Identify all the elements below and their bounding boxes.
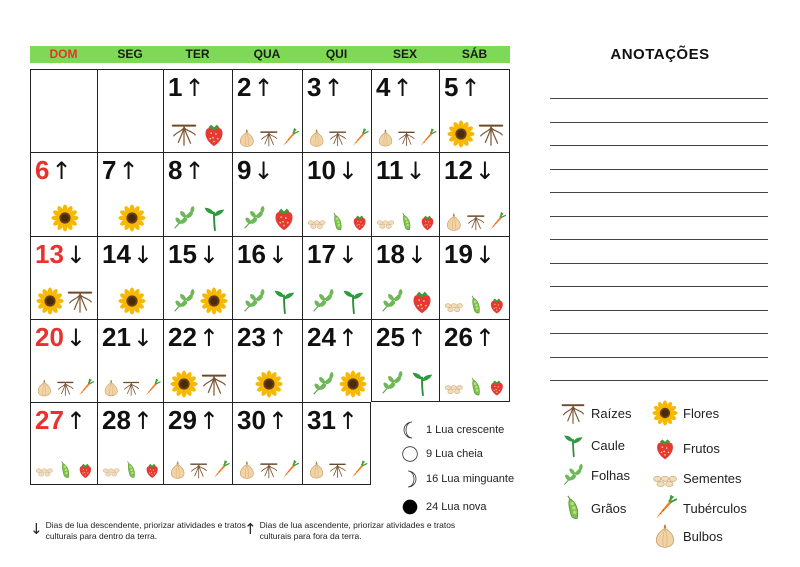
- roots-icon: [170, 120, 198, 148]
- annotation-line: [550, 310, 768, 311]
- pea-icon: [397, 212, 416, 232]
- day-number-text: 1: [168, 72, 183, 102]
- carrot-icon: [349, 460, 368, 480]
- day-cell-17: [302, 236, 371, 319]
- legend-label: Folhas: [591, 467, 631, 483]
- up-arrow-icon: ↑: [51, 157, 72, 185]
- annotation-line: [550, 169, 768, 170]
- up-arrow-icon: ↑: [253, 74, 274, 102]
- up-arrow-icon: ↑: [244, 520, 257, 538]
- day-number: [376, 72, 413, 103]
- carrot-icon: [652, 495, 678, 521]
- day-cell-11: [371, 152, 439, 236]
- day-number-text: 24: [307, 322, 336, 352]
- day-number: [376, 155, 426, 186]
- day-number: [237, 322, 288, 353]
- moon-legend-label: 9 Lua cheia: [426, 448, 483, 460]
- sunflower-icon: [118, 204, 146, 232]
- full-moon-icon: [400, 444, 420, 464]
- up-arrow-icon: ↑: [323, 74, 344, 102]
- bulb-icon: [35, 378, 54, 398]
- bulb-icon: [237, 128, 257, 148]
- legend-item-seeds: [652, 465, 742, 491]
- bulb-icon: [168, 460, 187, 480]
- legend-label: Frutos: [683, 440, 720, 456]
- empty-day-cell: [97, 69, 163, 152]
- day-number-text: 17: [307, 239, 336, 269]
- crop-icons: [102, 446, 161, 480]
- bulb-icon: [307, 128, 326, 148]
- strawberry-icon: [652, 435, 678, 461]
- down-arrow-icon: ↓: [253, 157, 274, 185]
- strawberry-icon: [408, 287, 436, 315]
- sunflower-icon: [339, 370, 367, 398]
- new-moon-icon: [400, 497, 420, 517]
- crop-icons: [237, 114, 300, 148]
- sunflower-icon: [447, 120, 475, 148]
- strawberry-icon: [487, 377, 507, 397]
- carrot-icon: [280, 460, 300, 480]
- bulb-icon: [102, 378, 120, 398]
- legend-label: Caule: [591, 437, 625, 453]
- legend-label: Tubérculos: [683, 500, 747, 516]
- day-number: [168, 72, 205, 103]
- sunflower-icon: [255, 370, 283, 398]
- roots-icon: [328, 128, 347, 148]
- crescent-moon-icon: [400, 420, 420, 440]
- day-cell-16: [232, 236, 302, 319]
- leaves-icon: [560, 462, 586, 488]
- day-number: [307, 72, 344, 103]
- crop-icons: [376, 114, 437, 148]
- roots-icon: [122, 378, 140, 398]
- day-number-text: 7: [102, 155, 117, 185]
- leaves-icon: [170, 204, 198, 232]
- day-number-text: 5: [444, 72, 459, 102]
- up-arrow-icon: ↑: [267, 324, 289, 352]
- weekday-qui: QUI: [325, 47, 348, 61]
- leaves-icon: [309, 370, 337, 398]
- annotations-title: ANOTAÇÕES: [610, 46, 710, 63]
- down-arrow-icon: ↓: [405, 157, 426, 185]
- day-number: [444, 239, 495, 270]
- crop-icons: [35, 446, 95, 480]
- crop-icons: [102, 198, 161, 232]
- up-arrow-icon: ↑: [118, 157, 139, 185]
- legend-item-strawberry: [652, 435, 720, 461]
- legend-item-leaves: [560, 462, 630, 488]
- day-number-text: 9: [237, 155, 252, 185]
- day-number: [307, 155, 358, 186]
- moon-legend-item: [400, 469, 514, 489]
- crop-icons: [237, 446, 300, 480]
- moon-legend-label: 16 Lua minguante: [426, 473, 515, 485]
- carrot-icon: [350, 128, 369, 148]
- legend-item-sunflower: [652, 400, 719, 426]
- day-number-text: 6: [35, 155, 50, 185]
- weekday-qua: QUA: [253, 47, 281, 61]
- day-number: [102, 155, 139, 186]
- up-arrow-icon: ↑: [184, 157, 205, 185]
- day-cell-9: [232, 152, 302, 236]
- leaves-icon: [240, 204, 268, 232]
- down-arrow-icon: ↓: [337, 241, 359, 269]
- crop-icons: [444, 281, 507, 315]
- sunflower-icon: [652, 400, 678, 426]
- annotation-line: [550, 98, 768, 99]
- seeds-icon: [376, 212, 395, 232]
- crop-icons: [444, 363, 507, 397]
- crop-icons: [444, 198, 507, 232]
- day-cell-23: [232, 319, 302, 402]
- day-number: [376, 322, 427, 353]
- day-cell-29: [163, 402, 232, 485]
- day-number-text: 11: [376, 155, 404, 185]
- crop-icons: [102, 364, 161, 398]
- down-arrow-icon: ↓: [198, 241, 220, 269]
- down-arrow-icon: ↓: [132, 324, 154, 352]
- day-cell-13: [30, 236, 97, 319]
- legend-item-bulb: [652, 523, 723, 549]
- sprout-icon: [408, 369, 436, 397]
- day-cell-2: [232, 69, 302, 152]
- sunflower-icon: [170, 370, 198, 398]
- up-arrow-icon: ↑: [198, 324, 220, 352]
- leaves-icon: [240, 287, 268, 315]
- crop-icons: [35, 198, 95, 232]
- sprout-icon: [200, 204, 228, 232]
- day-number-text: 28: [102, 405, 131, 435]
- sunflower-icon: [51, 204, 79, 232]
- day-cell-15: [163, 236, 232, 319]
- annotation-line: [550, 192, 768, 193]
- day-number: [168, 322, 219, 353]
- up-arrow-icon: ↑: [474, 324, 496, 352]
- crop-icons: [376, 363, 437, 397]
- roots-icon: [477, 120, 505, 148]
- moon-legend-item: [400, 420, 504, 440]
- roots-icon: [397, 128, 416, 148]
- day-number: [376, 239, 427, 270]
- day-number-text: 31: [307, 405, 336, 435]
- seeds-icon: [444, 377, 464, 397]
- crop-icons: [35, 364, 95, 398]
- up-arrow-icon: ↑: [184, 74, 205, 102]
- down-arrow-icon: ↓: [132, 241, 154, 269]
- day-number-text: 3: [307, 72, 322, 102]
- up-arrow-icon: ↑: [198, 407, 220, 435]
- weekday-header: [30, 46, 510, 63]
- day-number-text: 12: [444, 155, 473, 185]
- up-arrow-icon: ↑: [460, 74, 481, 102]
- bulb-icon: [237, 460, 257, 480]
- day-number-text: 14: [102, 239, 131, 269]
- weekday-sáb: SÁB: [461, 47, 488, 61]
- legend-label: Sementes: [683, 470, 742, 486]
- day-number-text: 10: [307, 155, 336, 185]
- day-cell-8: [163, 152, 232, 236]
- empty-day-cell: [30, 69, 97, 152]
- roots-icon: [66, 287, 94, 315]
- crop-icons: [376, 281, 437, 315]
- day-number: [102, 405, 153, 436]
- day-number: [237, 239, 288, 270]
- day-cell-3: [302, 69, 371, 152]
- annotation-line: [550, 286, 768, 287]
- down-arrow-icon: ↓: [474, 157, 496, 185]
- annotation-line: [550, 380, 768, 381]
- legend-label: Grãos: [591, 500, 627, 516]
- day-cell-19: [439, 236, 510, 319]
- up-arrow-icon: ↑: [337, 407, 359, 435]
- sunflower-icon: [36, 287, 64, 315]
- seeds-icon: [652, 465, 678, 491]
- bulb-icon: [307, 460, 326, 480]
- day-number-text: 8: [168, 155, 183, 185]
- leaves-icon: [309, 287, 337, 315]
- up-arrow-icon: ↑: [392, 74, 413, 102]
- carrot-icon: [211, 460, 230, 480]
- strawberry-icon: [418, 212, 437, 232]
- crop-icons: [307, 446, 368, 480]
- day-number-text: 2: [237, 72, 252, 102]
- day-cell-22: [163, 319, 232, 402]
- roots-icon: [56, 378, 75, 398]
- descending-note-text: Dias de lua descendente, priorizar atividades e tratos culturais para dentro da terra.: [45, 520, 246, 541]
- day-number: [444, 322, 495, 353]
- strawberry-icon: [270, 204, 298, 232]
- legend-label: Bulbos: [683, 528, 723, 544]
- pea-icon: [466, 295, 486, 315]
- up-arrow-icon: ↑: [132, 407, 154, 435]
- day-number: [237, 405, 288, 436]
- day-number-text: 13: [35, 239, 64, 269]
- crop-icons: [168, 198, 230, 232]
- pea-icon: [328, 212, 347, 232]
- legend-item-pea: [560, 495, 626, 521]
- up-arrow-icon: ↑: [65, 407, 87, 435]
- day-number-text: 16: [237, 239, 266, 269]
- crop-icons: [307, 114, 369, 148]
- moon-legend-item: [400, 497, 487, 517]
- waning-moon-icon: [400, 469, 420, 489]
- day-number-text: 21: [102, 322, 131, 352]
- day-cell-27: [30, 402, 97, 485]
- roots-icon: [189, 460, 208, 480]
- annotation-line: [550, 145, 768, 146]
- day-number: [102, 322, 153, 353]
- roots-icon: [259, 128, 279, 148]
- seeds-icon: [102, 460, 120, 480]
- down-arrow-icon: ↓: [337, 157, 359, 185]
- day-cell-18: [371, 236, 439, 319]
- strawberry-icon: [487, 295, 507, 315]
- crop-icons: [237, 364, 300, 398]
- crop-icons: [237, 198, 300, 232]
- weekday-seg: SEG: [117, 47, 143, 61]
- day-number-text: 22: [168, 322, 197, 352]
- seeds-icon: [35, 460, 54, 480]
- day-number: [307, 405, 358, 436]
- day-cell-31: [302, 402, 371, 485]
- sunflower-icon: [200, 287, 228, 315]
- leaves-icon: [378, 287, 406, 315]
- annotation-line: [550, 263, 768, 264]
- day-number: [307, 239, 358, 270]
- annotation-line: [550, 122, 768, 123]
- down-arrow-icon: ↓: [267, 241, 289, 269]
- bulb-icon: [652, 523, 678, 549]
- down-arrow-icon: ↓: [65, 324, 87, 352]
- day-number: [168, 405, 219, 436]
- day-cell-12: [439, 152, 510, 236]
- day-number: [168, 155, 205, 186]
- pea-icon: [466, 377, 486, 397]
- crop-icons: [168, 281, 230, 315]
- seeds-icon: [444, 295, 464, 315]
- up-arrow-icon: ↑: [267, 407, 289, 435]
- annotation-line: [550, 357, 768, 358]
- day-cell-10: [302, 152, 371, 236]
- day-number-text: 19: [444, 239, 473, 269]
- roots-icon: [200, 370, 228, 398]
- day-cell-24: [302, 319, 371, 402]
- crop-icons: [307, 198, 369, 232]
- moon-legend-item: [400, 444, 483, 464]
- leaves-icon: [378, 369, 406, 397]
- crop-icons: [237, 281, 300, 315]
- seeds-icon: [307, 212, 326, 232]
- day-number-text: 23: [237, 322, 266, 352]
- annotation-line: [550, 216, 768, 217]
- carrot-icon: [487, 212, 507, 232]
- annotation-line: [550, 239, 768, 240]
- legend-item-sprout: [560, 432, 625, 458]
- day-number: [35, 155, 72, 186]
- day-cell-30: [232, 402, 302, 485]
- strawberry-icon: [200, 120, 228, 148]
- roots-icon: [328, 460, 347, 480]
- crop-icons: [307, 281, 369, 315]
- day-cell-6: [30, 152, 97, 236]
- annotation-line: [550, 333, 768, 334]
- moon-phase-legend: [400, 420, 530, 520]
- weekday-dom: DOM: [49, 47, 78, 61]
- day-number-text: 4: [376, 72, 391, 102]
- day-cell-20: [30, 319, 97, 402]
- bulb-icon: [444, 212, 464, 232]
- day-number: [307, 322, 358, 353]
- crop-icons: [444, 114, 507, 148]
- day-number: [168, 239, 219, 270]
- strawberry-icon: [350, 212, 369, 232]
- day-cell-5: [439, 69, 510, 152]
- day-number: [102, 239, 153, 270]
- crop-icons: [307, 364, 369, 398]
- strawberry-icon: [143, 460, 161, 480]
- day-number-text: 15: [168, 239, 197, 269]
- pea-icon: [56, 460, 75, 480]
- day-number-text: 26: [444, 322, 473, 352]
- pea-icon: [560, 495, 586, 521]
- day-number: [35, 405, 86, 436]
- legend-item-carrot: [652, 495, 747, 521]
- day-cell-26: [439, 319, 510, 402]
- weekday-sex: SEX: [392, 47, 417, 61]
- day-number: [237, 72, 274, 103]
- sprout-icon: [560, 432, 586, 458]
- carrot-icon: [76, 378, 95, 398]
- ascending-note: [244, 520, 465, 542]
- legend-label: Raízes: [591, 405, 632, 421]
- legend-label: Flores: [683, 405, 720, 421]
- weekday-ter: TER: [185, 47, 210, 61]
- crop-icons: [102, 281, 161, 315]
- day-number-text: 25: [376, 322, 405, 352]
- down-arrow-icon: ↓: [30, 520, 43, 538]
- up-arrow-icon: ↑: [406, 324, 428, 352]
- strawberry-icon: [76, 460, 95, 480]
- day-number: [444, 155, 495, 186]
- crop-icons: [168, 364, 230, 398]
- descending-note: [30, 520, 251, 542]
- crop-icons: [168, 114, 230, 148]
- carrot-icon: [143, 378, 161, 398]
- roots-icon: [466, 212, 486, 232]
- up-arrow-icon: ↑: [337, 324, 359, 352]
- crop-icons: [168, 446, 230, 480]
- crop-icons: [376, 198, 437, 232]
- moon-legend-label: 24 Lua nova: [426, 501, 487, 513]
- day-cell-7: [97, 152, 163, 236]
- pea-icon: [122, 460, 140, 480]
- day-cell-1: [163, 69, 232, 152]
- day-number: [35, 322, 86, 353]
- day-number-text: 30: [237, 405, 266, 435]
- roots-icon: [259, 460, 279, 480]
- sprout-icon: [270, 287, 298, 315]
- day-cell-14: [97, 236, 163, 319]
- day-number: [35, 239, 86, 270]
- sprout-icon: [339, 287, 367, 315]
- day-number: [444, 72, 481, 103]
- moon-legend-label: 1 Lua crescente: [426, 424, 505, 436]
- day-number-text: 27: [35, 405, 64, 435]
- carrot-icon: [280, 128, 300, 148]
- carrot-icon: [418, 128, 437, 148]
- ascending-note-text: Dias de lua ascendente, priorizar atividades e tratos culturais para fora da terra.: [259, 520, 456, 541]
- day-cell-25: [371, 319, 439, 402]
- down-arrow-icon: ↓: [406, 241, 428, 269]
- bulb-icon: [376, 128, 395, 148]
- day-number-text: 18: [376, 239, 405, 269]
- day-number-text: 29: [168, 405, 197, 435]
- day-number: [237, 155, 274, 186]
- leaves-icon: [170, 287, 198, 315]
- down-arrow-icon: ↓: [65, 241, 87, 269]
- crop-icons: [35, 281, 95, 315]
- sunflower-icon: [118, 287, 146, 315]
- day-cell-28: [97, 402, 163, 485]
- day-cell-21: [97, 319, 163, 402]
- legend-item-roots: [560, 400, 631, 426]
- roots-icon: [560, 400, 586, 426]
- day-cell-4: [371, 69, 439, 152]
- down-arrow-icon: ↓: [474, 241, 496, 269]
- day-number-text: 20: [35, 322, 64, 352]
